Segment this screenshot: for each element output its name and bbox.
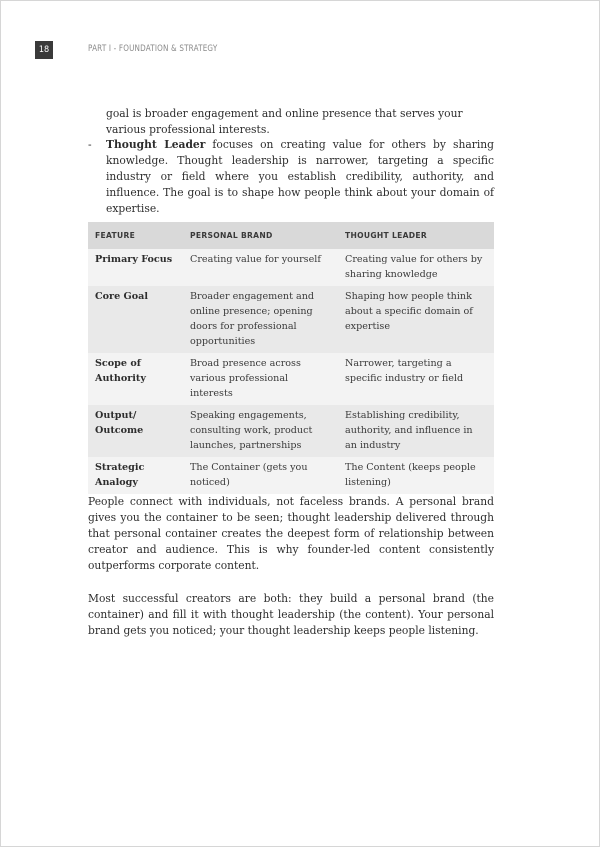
bullet-dash: - <box>88 138 92 151</box>
row-personal-brand: Creating value for yourself <box>183 249 338 286</box>
bullet-term: Thought Leader <box>106 138 206 151</box>
row-personal-brand: Broader engagement and online presence; opening doors for professional opportunities <box>183 286 338 353</box>
row-thought-leader: Establishing credibility, authority, and influence in an industry <box>338 405 494 457</box>
row-personal-brand: Broad presence across various professional interests <box>183 353 338 405</box>
table-row <box>88 353 494 405</box>
header-personal-brand: PERSONAL BRAND <box>183 222 338 249</box>
page-number: 18 <box>35 41 53 59</box>
running-head: PART I - FOUNDATION & STRATEGY <box>88 44 218 54</box>
continuation-text: goal is broader engagement and online presence that serves your various professional interests. <box>106 107 463 136</box>
row-feature: Scope of Authority <box>88 353 183 405</box>
paragraph-1: People connect with individuals, not faceless brands. A personal brand gives you the container to be seen; thought leadership delivered through that personal container creates the deepest form of relationship between creator and audience. This is why founder-led content consistently outperforms corporate content. <box>88 495 494 572</box>
row-feature: Core Goal <box>88 286 183 353</box>
bullet-body: focuses on creating value for others by sharing knowledge. Thought leadership is narrower, targeting a specific industry or field where you establish credibility, authority, and influence. The goal is to shape how people think about your domain of expertise. <box>106 138 495 215</box>
row-personal-brand: The Container (gets you noticed) <box>183 457 338 494</box>
table-row <box>88 286 494 353</box>
table-row <box>88 249 494 286</box>
header-feature: FEATURE <box>88 222 183 249</box>
table-row <box>88 405 494 457</box>
row-thought-leader: Shaping how people think about a specific domain of expertise <box>338 286 494 353</box>
row-feature: Primary Focus <box>88 249 183 286</box>
table-row <box>88 457 494 494</box>
header-thought-leader: THOUGHT LEADER <box>338 222 494 249</box>
paragraph-2: Most successful creators are both: they build a personal brand (the container) and fill it with thought leadership (the content). Your personal brand gets you noticed; your thought leadership keeps people listening. <box>88 592 494 637</box>
row-thought-leader: Narrower, targeting a specific industry or field <box>338 353 494 405</box>
row-feature: Strategic Analogy <box>88 457 183 494</box>
table-header-row <box>88 222 494 249</box>
comparison-table <box>88 222 494 494</box>
row-personal-brand: Speaking engagements, consulting work, product launches, partnerships <box>183 405 338 457</box>
row-thought-leader: The Content (keeps people listening) <box>338 457 494 494</box>
row-thought-leader: Creating value for others by sharing knowledge <box>338 249 494 286</box>
bullet-text <box>106 137 494 217</box>
row-feature: Output/ Outcome <box>88 405 183 457</box>
